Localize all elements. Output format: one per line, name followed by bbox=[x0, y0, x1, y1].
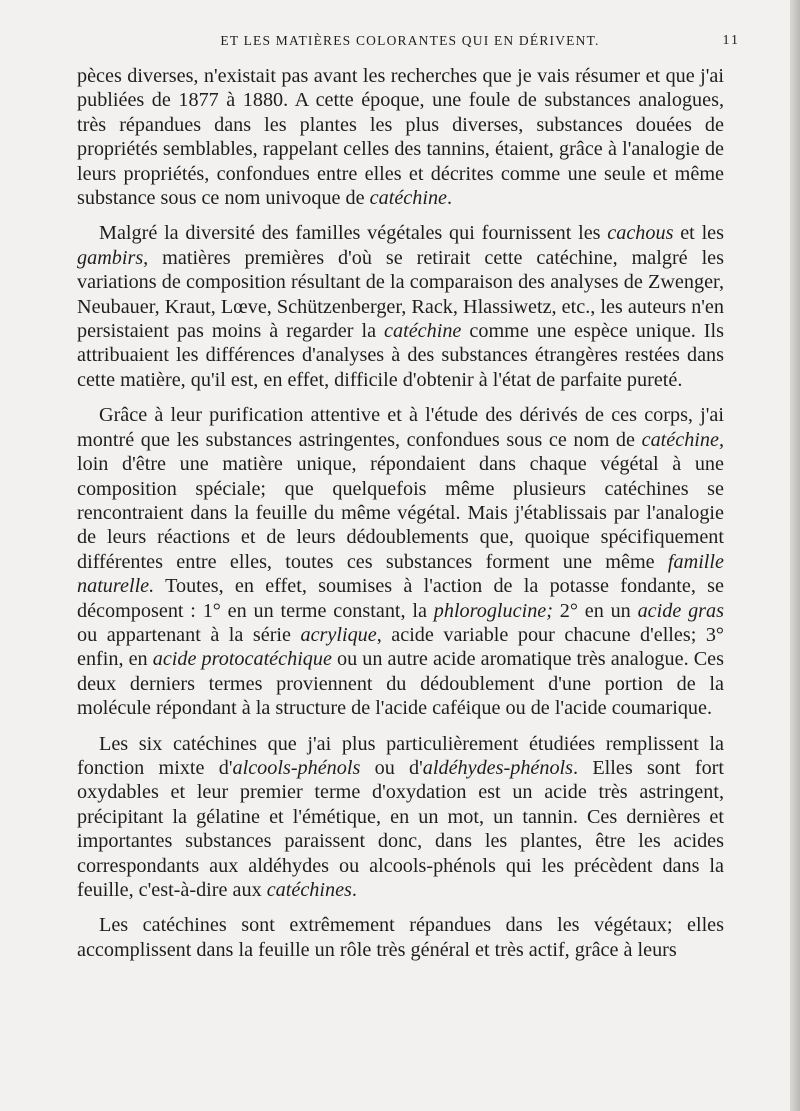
paragraph-2: Malgré la diversité des familles végétales qui fournissent les cachous et les gambirs, matières premières d'où se retirait cette catéchine, malgré les variations de composition résultant de la comparaison des analyses de Zwenger, Neubauer, Kraut, Lœve, Schützenberger, Rack, Hlassiwetz, etc., les auteurs n'en persistaient pas moins à regarder la catéchine comme une espèce unique. Ils attribuaient les différences d'analyses à des substances étrangères restées dans cette matière, qu'il est, en effet, difficile d'obtenir à l'état de parfaite pureté. bbox=[77, 222, 724, 391]
paragraph-5: Les catéchines sont extrêmement répandues dans les végétaux; elles accomplissent dans la feuille un rôle très général et très actif, grâce à leurs bbox=[77, 914, 724, 961]
running-title: ET LES MATIÈRES COLORANTES QUI EN DÉRIVENT. bbox=[220, 33, 600, 48]
body-text bbox=[77, 64, 724, 973]
page-edge-shadow bbox=[790, 0, 800, 1111]
paragraph-1: pèces diverses, n'existait pas avant les recherches que je vais résumer et que j'ai publiées de 1877 à 1880. A cette époque, une foule de substances analogues, très répandues dans les plantes les plus diverses, substances douées de propriétés semblables, rappelant celles des tannins, étaient, grâce à l'analogie de leurs propriétés, confondues entre elles et décrites comme une seule et même substance sous ce nom univoque de catéchine. bbox=[77, 65, 724, 210]
paragraph-4: Les six catéchines que j'ai plus particulièrement étudiées remplissent la fonction mixte d'alcools-phénols ou d'aldéhydes-phénols. Elles sont fort oxydables et leur premier terme d'oxydation est un acide très astringent, précipitant la gélatine et l'émétique, en un mot, un tannin. Ces dernières et importantes substances paraissent donc, dans les plantes, être les acides correspondants aux aldéhydes ou alcools-phénols qui les précèdent dans la feuille, c'est-à-dire aux catéchines. bbox=[77, 732, 725, 901]
paragraph-3: Grâce à leur purification attentive et à l'étude des dérivés de ces corps, j'ai montré que les substances astringentes, confondues sous ce nom de catéchine, loin d'être une matière unique, répondaient dans chaque végétal à une composition spéciale; que quelquefois même plusieurs catéchines se rencontraient dans la feuille du même végétal. Mais j'établissais par l'analogie de leurs réactions et de leurs dédoublements que, quoique spécifiquement différentes entre elles, toutes ces substances forment une même famille naturelle. Toutes, en effet, soumises à l'action de la potasse fondante, se décomposent : 1° en un terme constant, la phloroglucine; 2° en un acide gras ou appartenant à la série acrylique, acide variable pour chacune d'elles; 3° enfin, en acide protocatéchique ou un autre acide aromatique très analogue. Ces deux derniers termes proviennent du dédoublement d'une portion de la molécule répondant à la structure de l'acide caféique ou de l'acide coumarique. bbox=[77, 404, 724, 720]
page-number: 11 bbox=[722, 33, 740, 48]
